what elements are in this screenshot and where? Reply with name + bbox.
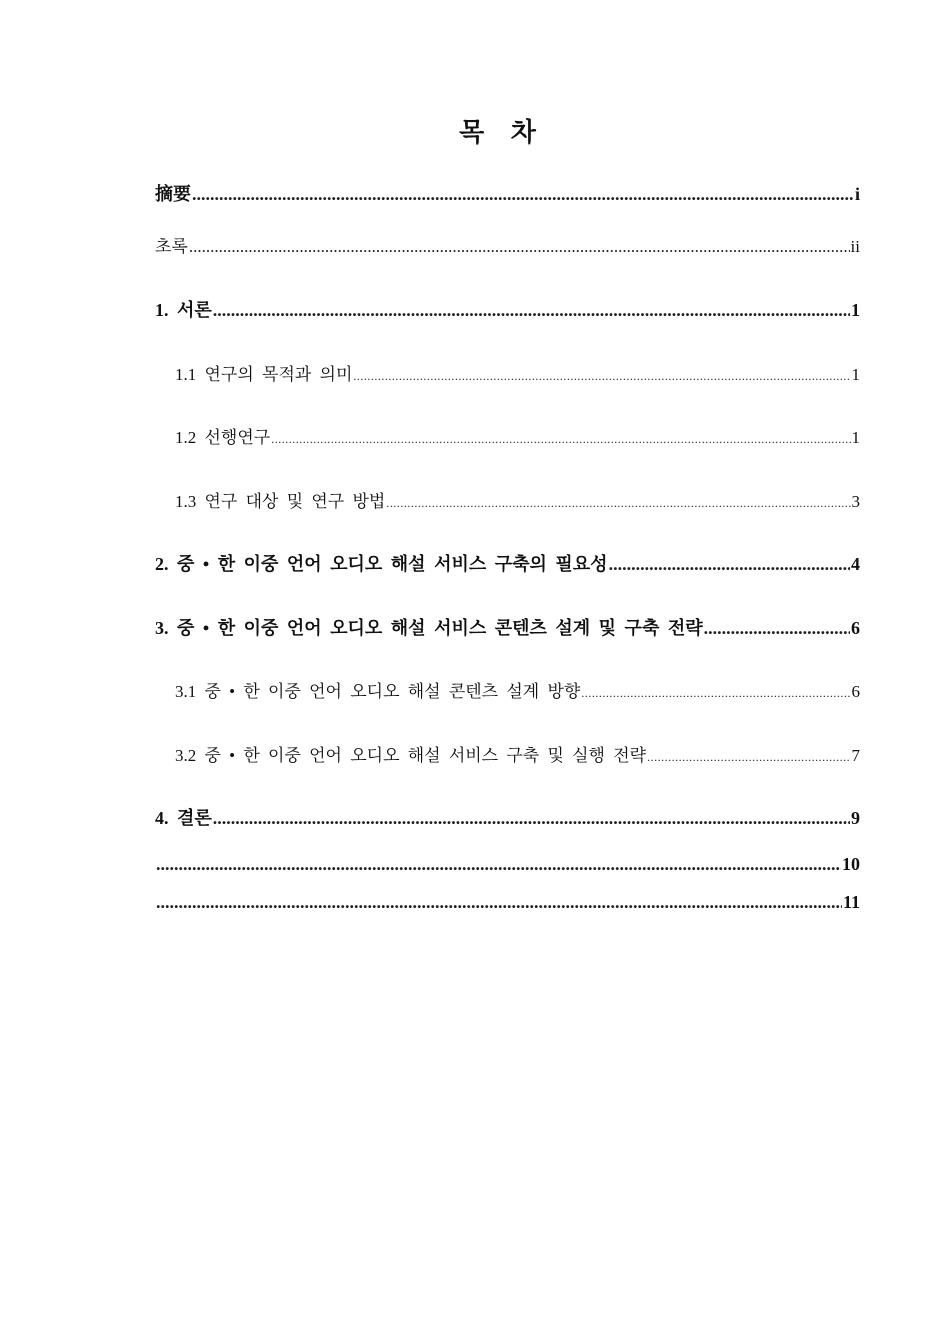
toc-entry-label: 摘要: [155, 184, 191, 204]
dot-leader: [386, 496, 850, 511]
toc-entry-label: 1.2 선행연구: [175, 428, 271, 447]
toc-page-number: 11: [842, 892, 860, 912]
toc-entry-unlabeled-11[interactable]: [155, 892, 860, 913]
toc-entry-unlabeled-10[interactable]: [155, 854, 860, 875]
dot-leader: [213, 808, 850, 829]
toc-entry-3-2[interactable]: [175, 741, 860, 766]
dot-leader: [156, 892, 842, 913]
toc-entry-1-1[interactable]: [175, 360, 860, 385]
dot-leader: [704, 618, 850, 639]
toc-page-number: 6: [851, 682, 860, 701]
toc-entry-label: 3.1 중 • 한 이중 언어 오디오 해설 콘텐츠 설계 방향: [175, 682, 581, 701]
toc-entry-label: 1. 서론: [155, 300, 212, 320]
toc-entry-3-1[interactable]: [175, 677, 860, 702]
toc-page-number: ii: [850, 237, 860, 256]
dot-leader: [271, 432, 850, 447]
toc-entry-conclusion[interactable]: [155, 804, 860, 830]
toc-entry-abstract-korean[interactable]: [155, 232, 860, 257]
toc-page-number: 1: [851, 365, 860, 384]
toc-entry-label: 1.1 연구의 목적과 의미: [175, 365, 353, 384]
toc-entry-label: 1.3 연구 대상 및 연구 방법: [175, 492, 386, 511]
toc-entry-3[interactable]: [155, 614, 860, 640]
toc-entry-introduction[interactable]: [155, 296, 860, 322]
toc-page-number: 9: [851, 808, 860, 828]
dot-leader: [609, 554, 850, 575]
toc-entry-label: 3.2 중 • 한 이중 언어 오디오 해설 서비스 구축 및 실행 전략: [175, 746, 647, 765]
toc-entry-1-3[interactable]: [175, 487, 860, 512]
toc-page-number: 1: [851, 300, 860, 320]
toc-page-number: 10: [842, 854, 860, 874]
dot-leader: [581, 686, 850, 701]
dot-leader: [189, 237, 850, 257]
toc-entry-label: 2. 중 • 한 이중 언어 오디오 해설 서비스 구축의 필요성: [155, 554, 608, 574]
toc-entry-label: 3. 중 • 한 이중 언어 오디오 해설 서비스 콘텐츠 설계 및 구축 전략: [155, 618, 703, 638]
dot-leader: [353, 369, 850, 384]
toc-page-number: 6: [851, 618, 860, 638]
toc-entry-abstract-chinese[interactable]: [155, 180, 860, 206]
toc-page-number: 4: [851, 554, 860, 574]
dot-leader: [213, 300, 850, 321]
toc-page-number: 1: [851, 428, 860, 447]
dot-leader: [192, 184, 854, 205]
toc-page-number: 7: [851, 746, 860, 765]
toc-entry-1-2[interactable]: [175, 423, 860, 448]
toc-entry-label: 초록: [155, 237, 188, 256]
dot-leader: [647, 750, 850, 765]
toc-entry-label: 4. 결론: [155, 808, 212, 828]
toc-page-number: 3: [851, 492, 860, 511]
dot-leader: [156, 854, 841, 875]
toc-entry-2[interactable]: [155, 550, 860, 576]
page-title: 목 차: [459, 118, 546, 147]
toc-page-number: i: [854, 184, 860, 204]
